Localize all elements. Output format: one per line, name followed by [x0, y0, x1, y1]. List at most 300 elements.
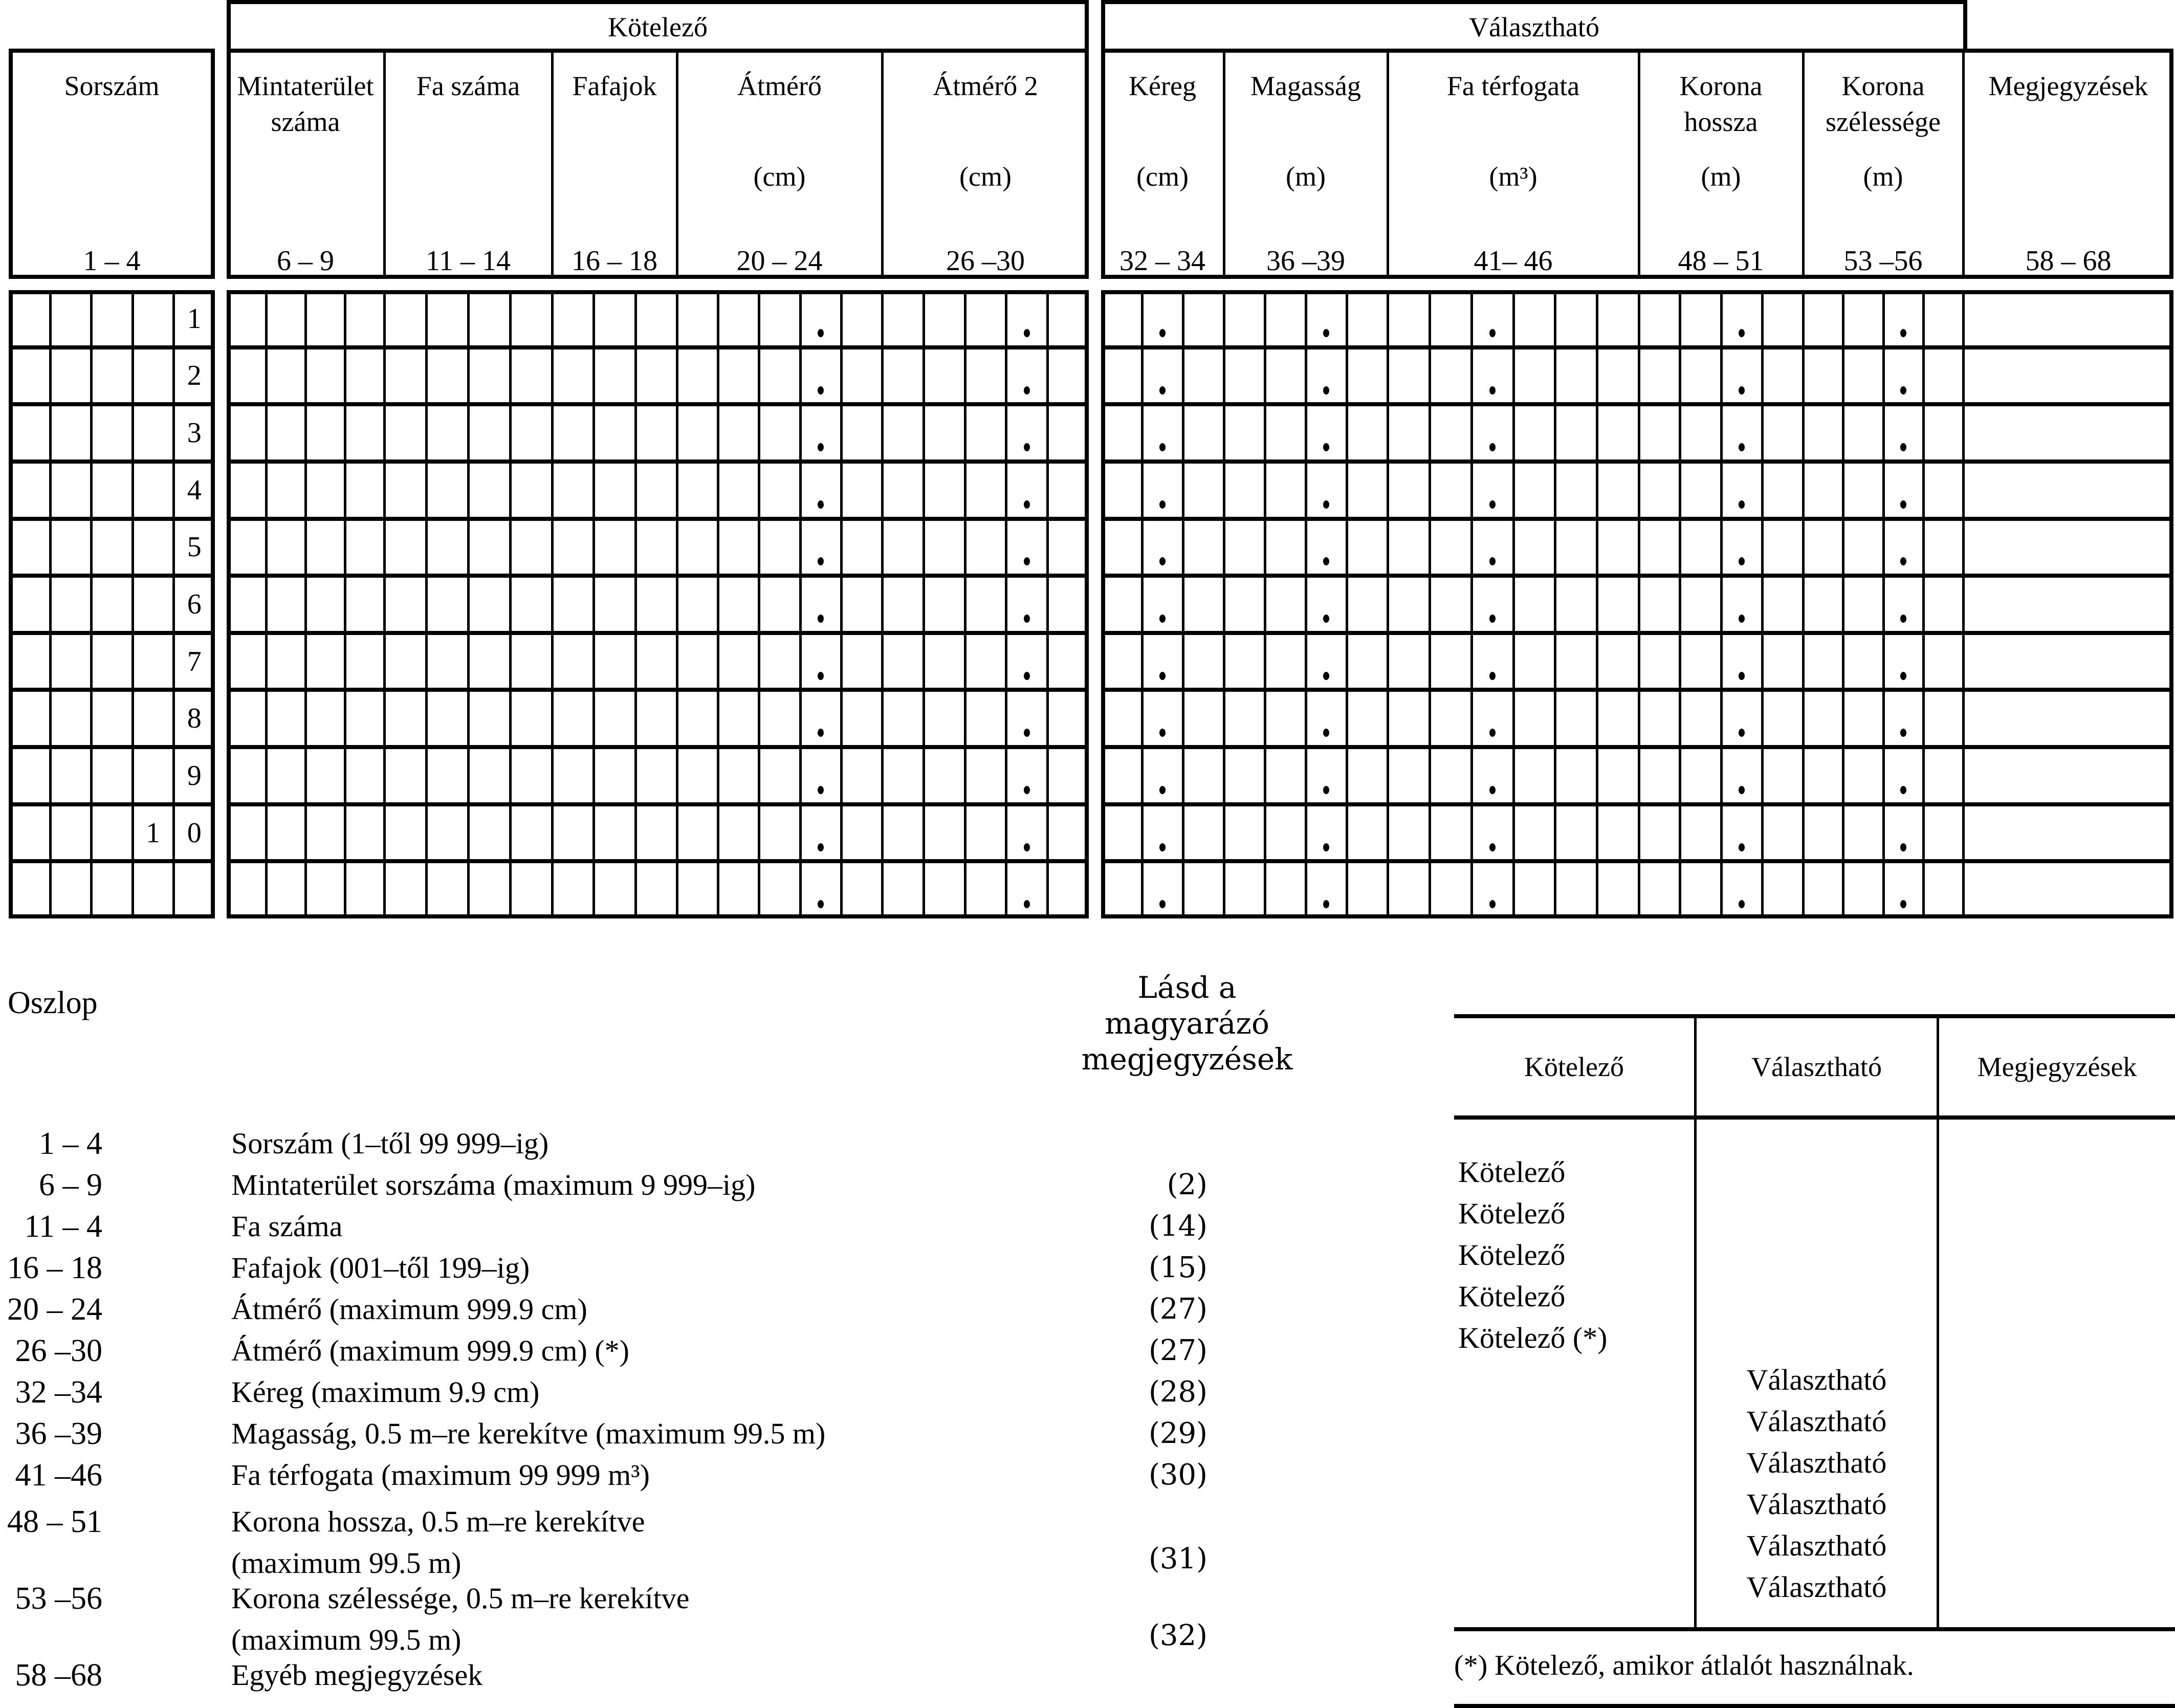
- input-cell-fafajok[interactable]: [552, 861, 594, 918]
- input-cell-atmero2[interactable]: [1006, 576, 1047, 633]
- input-cell-sorszam[interactable]: [133, 404, 174, 462]
- input-cell-atmero[interactable]: [841, 747, 882, 804]
- input-cell-atmero[interactable]: [677, 462, 718, 519]
- input-cell-mintaterulet[interactable]: [227, 576, 266, 633]
- input-cell-atmero2[interactable]: [924, 690, 965, 747]
- input-cell-atmero2[interactable]: [1006, 462, 1047, 519]
- input-cell-fa_szama[interactable]: [384, 347, 426, 405]
- input-cell-korona_hossza[interactable]: [1762, 747, 1803, 804]
- input-cell-mintaterulet[interactable]: [305, 633, 345, 690]
- input-cell-fa_szama[interactable]: [384, 519, 426, 576]
- input-cell-mintaterulet[interactable]: [227, 861, 266, 918]
- input-cell-terfogat[interactable]: [1555, 690, 1597, 747]
- input-cell-korona_hossza[interactable]: [1762, 633, 1803, 690]
- input-cell-terfogat[interactable]: [1388, 861, 1430, 918]
- input-cell-fafajok[interactable]: [594, 347, 635, 405]
- input-cell-megjegyzesek[interactable]: [1963, 633, 2173, 690]
- input-cell-korona_szelessege[interactable]: [1843, 747, 1883, 804]
- input-cell-magassag[interactable]: [1265, 462, 1306, 519]
- input-cell-fafajok[interactable]: [552, 462, 594, 519]
- input-cell-atmero[interactable]: [677, 576, 718, 633]
- input-cell-korona_hossza[interactable]: [1721, 747, 1762, 804]
- input-cell-terfogat[interactable]: [1388, 347, 1430, 405]
- input-cell-korona_szelessege[interactable]: [1803, 519, 1843, 576]
- input-cell-mintaterulet[interactable]: [266, 462, 305, 519]
- input-cell-sorszam[interactable]: [91, 747, 133, 804]
- input-cell-megjegyzesek[interactable]: [1963, 519, 2173, 576]
- input-cell-korona_hossza[interactable]: [1721, 404, 1762, 462]
- input-cell-atmero[interactable]: [759, 462, 800, 519]
- input-cell-fafajok[interactable]: [635, 576, 677, 633]
- input-cell-mintaterulet[interactable]: [227, 519, 266, 576]
- input-cell-korona_szelessege[interactable]: [1883, 519, 1923, 576]
- input-cell-fa_szama[interactable]: [384, 804, 426, 862]
- input-cell-atmero2[interactable]: [1047, 690, 1089, 747]
- input-cell-terfogat[interactable]: [1471, 804, 1513, 862]
- input-cell-mintaterulet[interactable]: [305, 690, 345, 747]
- input-cell-terfogat[interactable]: [1430, 462, 1471, 519]
- input-cell-fa_szama[interactable]: [384, 633, 426, 690]
- input-cell-mintaterulet[interactable]: [345, 462, 384, 519]
- input-cell-fa_szama[interactable]: [384, 462, 426, 519]
- input-cell-korona_szelessege[interactable]: [1843, 861, 1883, 918]
- input-cell-atmero2[interactable]: [1047, 633, 1089, 690]
- input-cell-korona_hossza[interactable]: [1762, 519, 1803, 576]
- input-cell-magassag[interactable]: [1306, 747, 1347, 804]
- input-cell-megjegyzesek[interactable]: [1963, 804, 2173, 862]
- input-cell-fafajok[interactable]: [635, 462, 677, 519]
- input-cell-korona_szelessege[interactable]: [1803, 347, 1843, 405]
- input-cell-terfogat[interactable]: [1471, 347, 1513, 405]
- input-cell-megjegyzesek[interactable]: [1963, 404, 2173, 462]
- input-cell-atmero2[interactable]: [882, 690, 924, 747]
- input-cell-magassag[interactable]: [1265, 290, 1306, 347]
- input-cell-terfogat[interactable]: [1555, 861, 1597, 918]
- input-cell-terfogat[interactable]: [1513, 747, 1555, 804]
- input-cell-terfogat[interactable]: [1555, 633, 1597, 690]
- input-cell-fa_szama[interactable]: [468, 861, 510, 918]
- input-cell-mintaterulet[interactable]: [345, 576, 384, 633]
- input-cell-magassag[interactable]: [1347, 633, 1388, 690]
- input-cell-korona_szelessege[interactable]: [1803, 804, 1843, 862]
- input-cell-fa_szama[interactable]: [510, 462, 552, 519]
- input-cell-atmero[interactable]: [677, 633, 718, 690]
- input-cell-terfogat[interactable]: [1430, 576, 1471, 633]
- input-cell-atmero[interactable]: [800, 462, 841, 519]
- input-cell-terfogat[interactable]: [1513, 519, 1555, 576]
- input-cell-atmero[interactable]: [800, 690, 841, 747]
- input-cell-terfogat[interactable]: [1513, 861, 1555, 918]
- input-cell-mintaterulet[interactable]: [305, 404, 345, 462]
- input-cell-terfogat[interactable]: [1430, 804, 1471, 862]
- input-cell-atmero2[interactable]: [1006, 633, 1047, 690]
- input-cell-kereg[interactable]: [1101, 462, 1142, 519]
- input-cell-kereg[interactable]: [1142, 404, 1183, 462]
- input-cell-fafajok[interactable]: [594, 747, 635, 804]
- input-cell-korona_szelessege[interactable]: [1843, 347, 1883, 405]
- input-cell-sorszam[interactable]: [50, 347, 92, 405]
- input-cell-mintaterulet[interactable]: [266, 404, 305, 462]
- input-cell-fa_szama[interactable]: [384, 747, 426, 804]
- input-cell-kereg[interactable]: [1142, 747, 1183, 804]
- input-cell-kereg[interactable]: [1183, 576, 1224, 633]
- input-cell-atmero[interactable]: [841, 804, 882, 862]
- input-cell-atmero[interactable]: [677, 747, 718, 804]
- input-cell-sorszam[interactable]: [91, 290, 133, 347]
- input-cell-korona_szelessege[interactable]: [1843, 576, 1883, 633]
- input-cell-fa_szama[interactable]: [468, 747, 510, 804]
- input-cell-sorszam[interactable]: [9, 747, 50, 804]
- input-cell-atmero2[interactable]: [924, 290, 965, 347]
- input-cell-atmero[interactable]: [759, 861, 800, 918]
- input-cell-mintaterulet[interactable]: [305, 462, 345, 519]
- input-cell-atmero[interactable]: [677, 690, 718, 747]
- input-cell-atmero2[interactable]: [965, 519, 1006, 576]
- input-cell-kereg[interactable]: [1183, 690, 1224, 747]
- input-cell-atmero2[interactable]: [1006, 690, 1047, 747]
- input-cell-terfogat[interactable]: [1430, 519, 1471, 576]
- input-cell-magassag[interactable]: [1347, 404, 1388, 462]
- input-cell-atmero2[interactable]: [882, 576, 924, 633]
- input-cell-magassag[interactable]: [1347, 519, 1388, 576]
- input-cell-sorszam[interactable]: [9, 576, 50, 633]
- input-cell-magassag[interactable]: [1224, 519, 1265, 576]
- input-cell-atmero2[interactable]: [1047, 290, 1089, 347]
- input-cell-kereg[interactable]: [1142, 347, 1183, 405]
- input-cell-atmero[interactable]: [677, 404, 718, 462]
- input-cell-korona_hossza[interactable]: [1762, 576, 1803, 633]
- input-cell-korona_szelessege[interactable]: [1923, 290, 1963, 347]
- input-cell-terfogat[interactable]: [1555, 404, 1597, 462]
- input-cell-mintaterulet[interactable]: [345, 804, 384, 862]
- input-cell-sorszam[interactable]: [9, 519, 50, 576]
- input-cell-fa_szama[interactable]: [468, 290, 510, 347]
- input-cell-korona_hossza[interactable]: [1680, 633, 1721, 690]
- input-cell-atmero[interactable]: [841, 633, 882, 690]
- input-cell-mintaterulet[interactable]: [345, 861, 384, 918]
- input-cell-korona_hossza[interactable]: [1639, 747, 1680, 804]
- input-cell-fa_szama[interactable]: [384, 576, 426, 633]
- input-cell-atmero2[interactable]: [882, 462, 924, 519]
- input-cell-atmero2[interactable]: [882, 861, 924, 918]
- input-cell-sorszam[interactable]: [9, 804, 50, 862]
- input-cell-korona_szelessege[interactable]: [1883, 290, 1923, 347]
- input-cell-korona_hossza[interactable]: [1721, 861, 1762, 918]
- input-cell-terfogat[interactable]: [1597, 290, 1639, 347]
- input-cell-kereg[interactable]: [1142, 290, 1183, 347]
- input-cell-terfogat[interactable]: [1513, 576, 1555, 633]
- input-cell-atmero[interactable]: [718, 519, 759, 576]
- input-cell-atmero[interactable]: [800, 404, 841, 462]
- input-cell-fafajok[interactable]: [594, 404, 635, 462]
- input-cell-sorszam[interactable]: [50, 404, 92, 462]
- input-cell-fa_szama[interactable]: [384, 290, 426, 347]
- input-cell-fa_szama[interactable]: [426, 290, 468, 347]
- input-cell-atmero[interactable]: [759, 576, 800, 633]
- input-cell-korona_szelessege[interactable]: [1923, 804, 1963, 862]
- input-cell-korona_hossza[interactable]: [1762, 690, 1803, 747]
- input-cell-mintaterulet[interactable]: [266, 576, 305, 633]
- input-cell-atmero[interactable]: [677, 804, 718, 862]
- input-cell-atmero[interactable]: [718, 690, 759, 747]
- input-cell-atmero[interactable]: [800, 861, 841, 918]
- input-cell-fa_szama[interactable]: [384, 404, 426, 462]
- input-cell-korona_szelessege[interactable]: [1883, 576, 1923, 633]
- input-cell-korona_szelessege[interactable]: [1803, 633, 1843, 690]
- input-cell-magassag[interactable]: [1224, 462, 1265, 519]
- input-cell-megjegyzesek[interactable]: [1963, 690, 2173, 747]
- input-cell-fa_szama[interactable]: [468, 404, 510, 462]
- input-cell-korona_hossza[interactable]: [1721, 633, 1762, 690]
- input-cell-korona_szelessege[interactable]: [1923, 347, 1963, 405]
- input-cell-fafajok[interactable]: [635, 690, 677, 747]
- input-cell-mintaterulet[interactable]: [266, 347, 305, 405]
- input-cell-magassag[interactable]: [1224, 576, 1265, 633]
- input-cell-korona_szelessege[interactable]: [1803, 861, 1843, 918]
- input-cell-sorszam[interactable]: [133, 462, 174, 519]
- input-cell-terfogat[interactable]: [1555, 347, 1597, 405]
- input-cell-korona_hossza[interactable]: [1639, 290, 1680, 347]
- input-cell-korona_hossza[interactable]: [1762, 804, 1803, 862]
- input-cell-sorszam[interactable]: [91, 404, 133, 462]
- input-cell-korona_hossza[interactable]: [1680, 290, 1721, 347]
- input-cell-atmero2[interactable]: [965, 290, 1006, 347]
- input-cell-terfogat[interactable]: [1597, 633, 1639, 690]
- input-cell-mintaterulet[interactable]: [227, 690, 266, 747]
- input-cell-terfogat[interactable]: [1555, 519, 1597, 576]
- input-cell-atmero2[interactable]: [965, 404, 1006, 462]
- input-cell-fafajok[interactable]: [552, 690, 594, 747]
- input-cell-sorszam[interactable]: [9, 633, 50, 690]
- input-cell-kereg[interactable]: [1183, 633, 1224, 690]
- input-cell-korona_szelessege[interactable]: [1843, 690, 1883, 747]
- input-cell-mintaterulet[interactable]: [305, 747, 345, 804]
- input-cell-fa_szama[interactable]: [510, 404, 552, 462]
- input-cell-korona_szelessege[interactable]: [1883, 861, 1923, 918]
- input-cell-korona_hossza[interactable]: [1721, 519, 1762, 576]
- input-cell-sorszam[interactable]: [133, 690, 174, 747]
- input-cell-atmero2[interactable]: [965, 347, 1006, 405]
- input-cell-korona_hossza[interactable]: [1639, 576, 1680, 633]
- input-cell-sorszam[interactable]: [9, 347, 50, 405]
- input-cell-magassag[interactable]: [1224, 290, 1265, 347]
- input-cell-korona_szelessege[interactable]: [1923, 462, 1963, 519]
- input-cell-fafajok[interactable]: [594, 804, 635, 862]
- input-cell-sorszam[interactable]: [133, 861, 174, 918]
- input-cell-korona_szelessege[interactable]: [1803, 576, 1843, 633]
- input-cell-atmero2[interactable]: [1047, 747, 1089, 804]
- input-cell-kereg[interactable]: [1142, 690, 1183, 747]
- input-cell-sorszam[interactable]: [9, 404, 50, 462]
- input-cell-terfogat[interactable]: [1513, 804, 1555, 862]
- input-cell-korona_szelessege[interactable]: [1923, 519, 1963, 576]
- input-cell-kereg[interactable]: [1101, 804, 1142, 862]
- input-cell-fa_szama[interactable]: [426, 462, 468, 519]
- input-cell-terfogat[interactable]: [1555, 462, 1597, 519]
- input-cell-sorszam[interactable]: [50, 690, 92, 747]
- input-cell-sorszam[interactable]: [133, 747, 174, 804]
- input-cell-megjegyzesek[interactable]: [1963, 290, 2173, 347]
- input-cell-kereg[interactable]: [1183, 804, 1224, 862]
- input-cell-terfogat[interactable]: [1388, 462, 1430, 519]
- input-cell-mintaterulet[interactable]: [227, 747, 266, 804]
- input-cell-terfogat[interactable]: [1430, 747, 1471, 804]
- input-cell-korona_szelessege[interactable]: [1883, 347, 1923, 405]
- input-cell-atmero[interactable]: [759, 804, 800, 862]
- input-cell-terfogat[interactable]: [1597, 519, 1639, 576]
- input-cell-korona_szelessege[interactable]: [1923, 576, 1963, 633]
- input-cell-atmero2[interactable]: [965, 462, 1006, 519]
- input-cell-sorszam[interactable]: [133, 576, 174, 633]
- input-cell-korona_hossza[interactable]: [1680, 747, 1721, 804]
- input-cell-sorszam[interactable]: [91, 576, 133, 633]
- input-cell-atmero2[interactable]: [1047, 462, 1089, 519]
- input-cell-korona_hossza[interactable]: [1680, 804, 1721, 862]
- input-cell-fa_szama[interactable]: [426, 861, 468, 918]
- input-cell-mintaterulet[interactable]: [345, 519, 384, 576]
- input-cell-magassag[interactable]: [1306, 576, 1347, 633]
- input-cell-terfogat[interactable]: [1597, 690, 1639, 747]
- input-cell-mintaterulet[interactable]: [345, 633, 384, 690]
- input-cell-magassag[interactable]: [1265, 747, 1306, 804]
- input-cell-korona_hossza[interactable]: [1639, 404, 1680, 462]
- input-cell-atmero[interactable]: [800, 290, 841, 347]
- input-cell-fa_szama[interactable]: [468, 462, 510, 519]
- input-cell-mintaterulet[interactable]: [266, 690, 305, 747]
- input-cell-fa_szama[interactable]: [510, 861, 552, 918]
- input-cell-atmero[interactable]: [718, 462, 759, 519]
- input-cell-fafajok[interactable]: [594, 633, 635, 690]
- input-cell-korona_szelessege[interactable]: [1803, 404, 1843, 462]
- input-cell-atmero[interactable]: [841, 347, 882, 405]
- input-cell-atmero2[interactable]: [1006, 290, 1047, 347]
- input-cell-terfogat[interactable]: [1388, 747, 1430, 804]
- input-cell-megjegyzesek[interactable]: [1963, 747, 2173, 804]
- input-cell-atmero[interactable]: [800, 633, 841, 690]
- input-cell-atmero2[interactable]: [882, 747, 924, 804]
- input-cell-atmero2[interactable]: [1006, 404, 1047, 462]
- input-cell-atmero[interactable]: [841, 690, 882, 747]
- input-cell-atmero[interactable]: [718, 804, 759, 862]
- input-cell-magassag[interactable]: [1265, 347, 1306, 405]
- input-cell-mintaterulet[interactable]: [227, 404, 266, 462]
- input-cell-sorszam[interactable]: [173, 861, 215, 918]
- input-cell-magassag[interactable]: [1265, 404, 1306, 462]
- input-cell-sorszam[interactable]: [50, 462, 92, 519]
- input-cell-fa_szama[interactable]: [384, 861, 426, 918]
- input-cell-korona_szelessege[interactable]: [1923, 690, 1963, 747]
- input-cell-sorszam[interactable]: [50, 290, 92, 347]
- input-cell-korona_hossza[interactable]: [1639, 347, 1680, 405]
- input-cell-atmero[interactable]: [677, 861, 718, 918]
- input-cell-sorszam[interactable]: [50, 519, 92, 576]
- input-cell-mintaterulet[interactable]: [266, 633, 305, 690]
- input-cell-korona_hossza[interactable]: [1680, 462, 1721, 519]
- input-cell-atmero2[interactable]: [965, 633, 1006, 690]
- input-cell-korona_szelessege[interactable]: [1883, 804, 1923, 862]
- input-cell-korona_hossza[interactable]: [1680, 404, 1721, 462]
- input-cell-terfogat[interactable]: [1555, 290, 1597, 347]
- input-cell-kereg[interactable]: [1101, 633, 1142, 690]
- input-cell-magassag[interactable]: [1306, 690, 1347, 747]
- input-cell-sorszam[interactable]: [91, 519, 133, 576]
- input-cell-korona_hossza[interactable]: [1639, 462, 1680, 519]
- input-cell-fa_szama[interactable]: [468, 633, 510, 690]
- input-cell-fafajok[interactable]: [635, 747, 677, 804]
- input-cell-fa_szama[interactable]: [426, 690, 468, 747]
- input-cell-atmero2[interactable]: [882, 633, 924, 690]
- input-cell-mintaterulet[interactable]: [305, 861, 345, 918]
- input-cell-fa_szama[interactable]: [468, 576, 510, 633]
- input-cell-terfogat[interactable]: [1555, 576, 1597, 633]
- input-cell-korona_hossza[interactable]: [1721, 462, 1762, 519]
- input-cell-fa_szama[interactable]: [510, 633, 552, 690]
- input-cell-terfogat[interactable]: [1513, 347, 1555, 405]
- input-cell-magassag[interactable]: [1224, 404, 1265, 462]
- input-cell-mintaterulet[interactable]: [305, 576, 345, 633]
- input-cell-atmero[interactable]: [841, 576, 882, 633]
- input-cell-terfogat[interactable]: [1513, 690, 1555, 747]
- input-cell-terfogat[interactable]: [1513, 633, 1555, 690]
- input-cell-magassag[interactable]: [1306, 347, 1347, 405]
- input-cell-terfogat[interactable]: [1513, 290, 1555, 347]
- input-cell-sorszam[interactable]: [50, 804, 92, 862]
- input-cell-korona_szelessege[interactable]: [1883, 633, 1923, 690]
- input-cell-atmero[interactable]: [759, 690, 800, 747]
- input-cell-atmero[interactable]: [800, 519, 841, 576]
- input-cell-korona_hossza[interactable]: [1639, 633, 1680, 690]
- input-cell-kereg[interactable]: [1183, 462, 1224, 519]
- input-cell-mintaterulet[interactable]: [227, 462, 266, 519]
- input-cell-korona_hossza[interactable]: [1680, 861, 1721, 918]
- input-cell-fa_szama[interactable]: [510, 519, 552, 576]
- input-cell-korona_hossza[interactable]: [1680, 576, 1721, 633]
- input-cell-megjegyzesek[interactable]: [1963, 462, 2173, 519]
- input-cell-kereg[interactable]: [1142, 462, 1183, 519]
- input-cell-magassag[interactable]: [1347, 804, 1388, 862]
- input-cell-sorszam[interactable]: [91, 690, 133, 747]
- input-cell-terfogat[interactable]: [1471, 519, 1513, 576]
- input-cell-sorszam[interactable]: [50, 747, 92, 804]
- input-cell-sorszam[interactable]: [133, 290, 174, 347]
- input-cell-atmero2[interactable]: [965, 804, 1006, 862]
- input-cell-terfogat[interactable]: [1513, 462, 1555, 519]
- input-cell-kereg[interactable]: [1183, 519, 1224, 576]
- input-cell-fafajok[interactable]: [635, 404, 677, 462]
- input-cell-fafajok[interactable]: [552, 347, 594, 405]
- input-cell-terfogat[interactable]: [1430, 633, 1471, 690]
- input-cell-magassag[interactable]: [1224, 747, 1265, 804]
- input-cell-kereg[interactable]: [1183, 404, 1224, 462]
- input-cell-kereg[interactable]: [1101, 861, 1142, 918]
- input-cell-atmero[interactable]: [800, 347, 841, 405]
- input-cell-terfogat[interactable]: [1555, 804, 1597, 862]
- input-cell-fafajok[interactable]: [594, 519, 635, 576]
- input-cell-atmero[interactable]: [841, 404, 882, 462]
- input-cell-korona_hossza[interactable]: [1762, 462, 1803, 519]
- input-cell-korona_szelessege[interactable]: [1843, 404, 1883, 462]
- input-cell-terfogat[interactable]: [1388, 804, 1430, 862]
- input-cell-mintaterulet[interactable]: [305, 804, 345, 862]
- input-cell-mintaterulet[interactable]: [345, 747, 384, 804]
- input-cell-magassag[interactable]: [1265, 576, 1306, 633]
- input-cell-kereg[interactable]: [1101, 519, 1142, 576]
- input-cell-magassag[interactable]: [1347, 347, 1388, 405]
- input-cell-terfogat[interactable]: [1597, 347, 1639, 405]
- input-cell-mintaterulet[interactable]: [227, 804, 266, 862]
- input-cell-fa_szama[interactable]: [468, 804, 510, 862]
- input-cell-mintaterulet[interactable]: [266, 519, 305, 576]
